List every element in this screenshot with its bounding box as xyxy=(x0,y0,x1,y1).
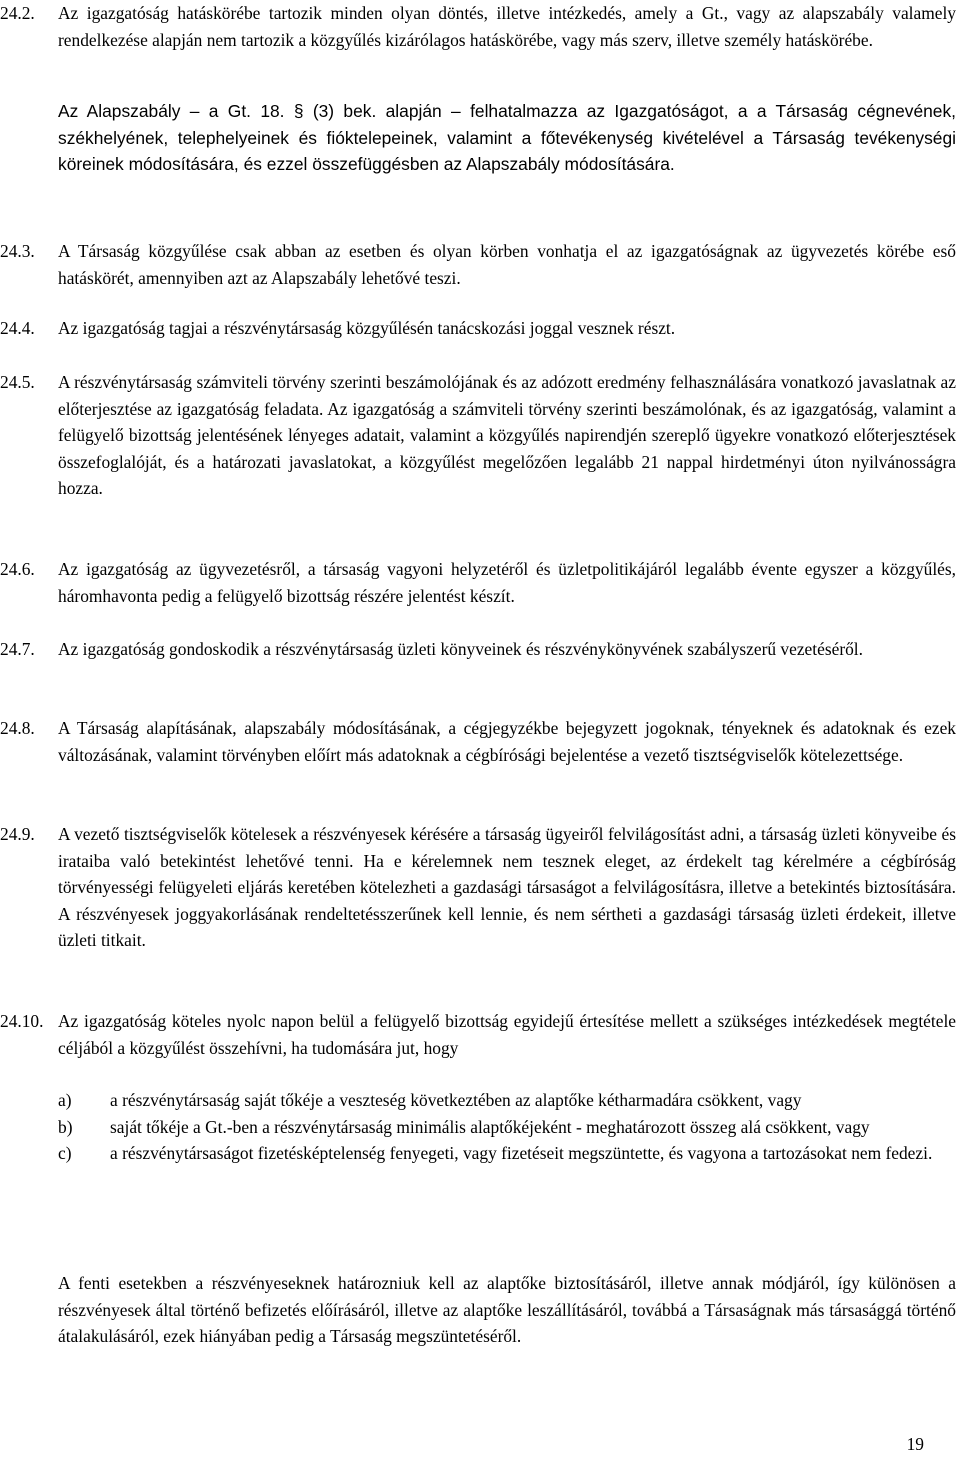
list-item-label: b) xyxy=(58,1116,73,1137)
conditions-list xyxy=(58,1087,956,1167)
section-24-4 xyxy=(0,315,956,342)
section-number: 24.6. xyxy=(0,559,35,579)
section-text: Az igazgatóság gondoskodik a részvénytársaság üzleti könyveinek és részvénykönyvének szabályszerű vezetéséről. xyxy=(58,639,863,659)
section-number: 24.9. xyxy=(0,824,35,844)
list-item-text: a részvénytársaságot fizetésképtelenség fenyegeti, vagy fizetéseit megszüntette, és vagyona a tartozásokat nem fedezi. xyxy=(110,1143,933,1163)
list-item xyxy=(58,1114,956,1141)
section-24-5 xyxy=(0,369,956,502)
list-item-label: c) xyxy=(58,1143,72,1163)
section-number: 24.8. xyxy=(0,718,35,738)
section-text: Az igazgatóság hatáskörébe tartozik minden olyan döntés, illetve intézkedés, amely a Gt., vagy az alapszabály valamely rendelkezése alapján nem tartozik a közgyűlés kizárólagos hatáskörébe, vagy más szerv, illetve személy hatáskörébe. xyxy=(58,3,956,50)
section-24-3 xyxy=(0,238,956,291)
section-number: 24.3. xyxy=(0,241,35,261)
list-item xyxy=(58,1140,956,1167)
section-24-8 xyxy=(0,715,956,768)
list-item-text: a részvénytársaság saját tőkéje a veszteség következtében az alaptőke kétharmadára csökkent, vagy xyxy=(110,1090,802,1110)
closing-paragraph: A fenti esetekben a részvényeseknek határozniuk kell az alaptőke biztosításáról, illetve annak módjáról, így különösen a részvényesek által történő befizetés előírásáról, illetve az alaptőke leszállításáról, továbbá a Társaságnak más társasággá történő átalakulásáról, ezek hiányában pedig a Társaság megszüntetéséről. xyxy=(58,1273,956,1346)
section-number: 24.2. xyxy=(0,3,35,23)
section-text: Az igazgatóság tagjai a részvénytársaság közgyűlésén tanácskozási joggal vesznek részt. xyxy=(58,318,676,338)
section-24-7 xyxy=(0,636,956,663)
section-text: A Társaság alapításának, alapszabály módosításának, a cégjegyzékbe bejegyzett jogoknak, tényeknek és adatoknak és ezek változásának, valamint törvényben előírt más adatoknak a cégbírósági bejelentése a vezető tisztségviselők kötelezettsége. xyxy=(58,718,956,765)
list-item xyxy=(58,1087,956,1114)
section-text: A részvénytársaság számviteli törvény szerinti beszámolójának és az adózott eredmény felhasználására vonatkozó javaslatnak az előterjesztése az igazgatóság feladata. Az igazgatóság a számviteli törvény szerinti beszámolónak, és az igazgatóság, valamint a felügyelő bizottság jelentésének lényeges adatait, valamint a közgyűlés napirendjén szereplő ügyekre vonatkozó előterjesztések összefoglalóját, és a határozati javaslatokat, a közgyűlést megelőzően legalább 21 nappal hirdetményi úton nyilvánosságra hozza. xyxy=(58,372,956,498)
section-text: Az Alapszabály – a Gt. 18. § (3) bek. alapján – felhatalmazza az Igazgatóságot, a a Társaság cégnevének, székhelyének, telephelyeinek és fióktelepeinek, valamint a főtevékenység kivételével a Társaság tevékenységi köreinek módosítására, és ezzel összefüggésben az Alapszabály módosítására. xyxy=(58,101,956,174)
section-text: A Társaság közgyűlése csak abban az esetben és olyan körben vonhatja el az igazgatóságnak az ügyvezetés körébe eső hatáskörét, amennyiben azt az Alapszabály lehetővé teszi. xyxy=(58,241,956,288)
list-item-text: saját tőkéje a Gt.-ben a részvénytársaság minimális alaptőkéjeként - meghatározott összeg alá csökkent, vagy xyxy=(110,1116,870,1137)
list-item-label: a) xyxy=(58,1090,72,1110)
section-number: 24.7. xyxy=(0,639,35,659)
section-text: Az igazgatóság az ügyvezetésről, a társaság vagyoni helyzetéről és üzletpolitikájáról legalább évente egyszer a közgyűlés, háromhavonta pedig a felügyelő bizottság részére jelentést készít. xyxy=(58,559,956,606)
section-number: 24.4. xyxy=(0,318,35,338)
section-24-2-authorization xyxy=(0,98,956,178)
section-24-2 xyxy=(0,0,956,53)
section-text: Az igazgatóság köteles nyolc napon belül a felügyelő bizottság egyidejű értesítése mellett a szükséges intézkedések megtétele céljából a közgyűlést összehívni, ha tudomására jut, hogy xyxy=(58,1011,956,1058)
section-24-9 xyxy=(0,821,956,954)
section-24-10 xyxy=(0,1008,956,1061)
section-24-6 xyxy=(0,556,956,609)
section-number: 24.10. xyxy=(0,1011,44,1031)
page-number: 19 xyxy=(906,1434,924,1454)
section-number: 24.5. xyxy=(0,372,35,392)
section-text: A vezető tisztségviselők kötelesek a részvényesek kérésére a társaság ügyeiről felvilágosítást adni, a társaság üzleti könyveibe és irataiba való betekintést lehetővé tenni. Ha e kérelemnek nem tesznek eleget, az érdekelt tag kérelmére a cégbíróság törvényességi felügyeleti eljárás keretében kötelezheti a gazdasági társaságot a felvilágosításra, illetve a betekintés biztosítására. A részvényesek joggyakorlásának rendeltetésszerűnek kell lennie, és nem sértheti a gazdasági társaság üzleti érdekeit, illetve üzleti titkait. xyxy=(58,824,956,950)
